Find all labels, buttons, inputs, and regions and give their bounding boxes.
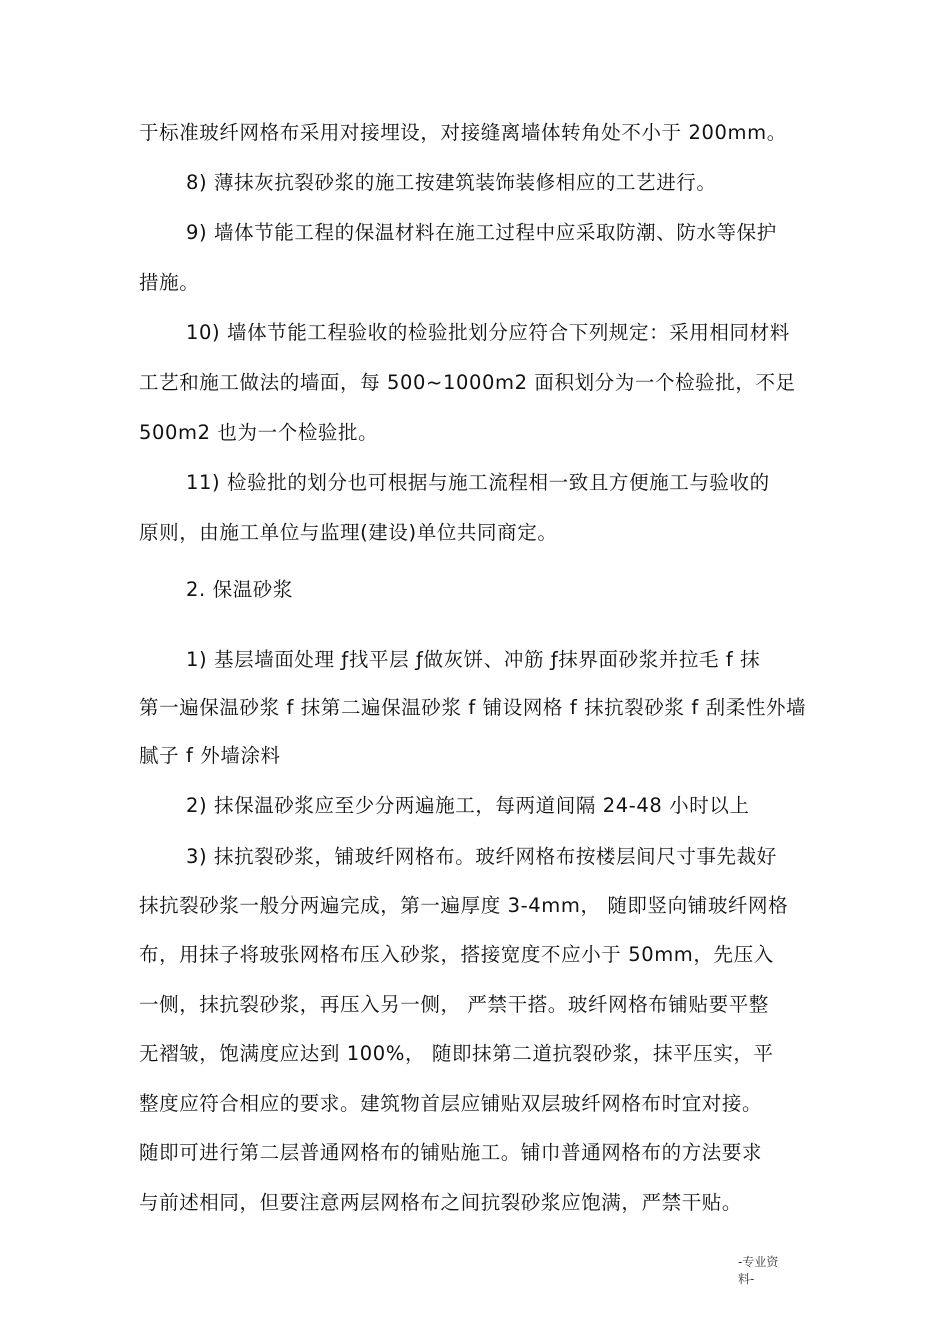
text-line: 500m2 也为一个检验批。 — [139, 421, 379, 444]
text-line: 抹抗裂砂浆一般分两遍完成，第一遍厚度 3-4mm， 随即竖向铺玻纤网格 — [139, 894, 789, 917]
text-line: 一侧，抹抗裂砂浆，再压入另一侧， 严禁干搭。玻纤网格布铺贴要平整 — [139, 993, 769, 1016]
text-line: 1) 基层墙面处理 ƒ找平层 ƒ做灰饼、冲筋 ƒ抹界面砂浆并拉毛 f 抹 — [186, 648, 761, 671]
text-line: 随即可进行第二层普通网格布的铺贴施工。铺巾普通网格布的方法要求 — [139, 1141, 763, 1164]
text-line: 与前述相同，但要注意两层网格布之间抗裂砂浆应饱满，严禁干贴。 — [139, 1191, 743, 1214]
text-line: 工艺和施工做法的墙面，每 500~1000m2 面积划分为一个检验批，不足 — [139, 371, 796, 394]
section-heading: 2. 保温砂浆 — [186, 578, 294, 601]
footer-line: 料- — [738, 1272, 755, 1286]
text-line: 9) 墙体节能工程的保温材料在施工过程中应采取防潮、防水等保护 — [186, 221, 777, 244]
text-line: 措施。 — [139, 271, 200, 294]
text-line: 原则，由施工单位与监理(建设)单位共同商定。 — [139, 521, 558, 544]
text-line: 布，用抹子将玻张网格布压入砂浆，搭接宽度不应小于 50mm，先压入 — [139, 943, 774, 966]
text-line: 无褶皱，饱满度应达到 100%， 随即抹第二道抗裂砂浆，抹平压实，平 — [139, 1042, 774, 1065]
text-line: 8) 薄抹灰抗裂砂浆的施工按建筑装饰装修相应的工艺进行。 — [186, 171, 717, 194]
text-line: 整度应符合相应的要求。建筑物首层应铺贴双层玻纤网格布时宜对接。 — [139, 1092, 763, 1115]
text-line: 11) 检验批的划分也可根据与施工流程相一致且方便施工与验收的 — [186, 471, 770, 494]
text-line: 10) 墙体节能工程验收的检验批划分应符合下列规定：采用相同材料 — [186, 321, 790, 344]
text-line: 3) 抹抗裂砂浆，铺玻纤网格布。玻纤网格布按楼层间尺寸事先裁好 — [186, 845, 777, 868]
text-line: 于标准玻纤网格布采用对接埋设，对接缝离墙体转角处不小于 200mm。 — [139, 121, 787, 144]
text-line: 2) 抹保温砂浆应至少分两遍施工，每两道间隔 24-48 小时以上 — [186, 794, 750, 817]
footer-line: -专业资 — [738, 1255, 779, 1269]
text-line: 第一遍保温砂浆 f 抹第二遍保温砂浆 f 铺设网格 f 抹抗裂砂浆 f 刮柔性外墙 — [139, 696, 807, 719]
footer-label — [738, 1254, 798, 1288]
text-line: 腻子 f 外墙涂料 — [139, 744, 281, 767]
